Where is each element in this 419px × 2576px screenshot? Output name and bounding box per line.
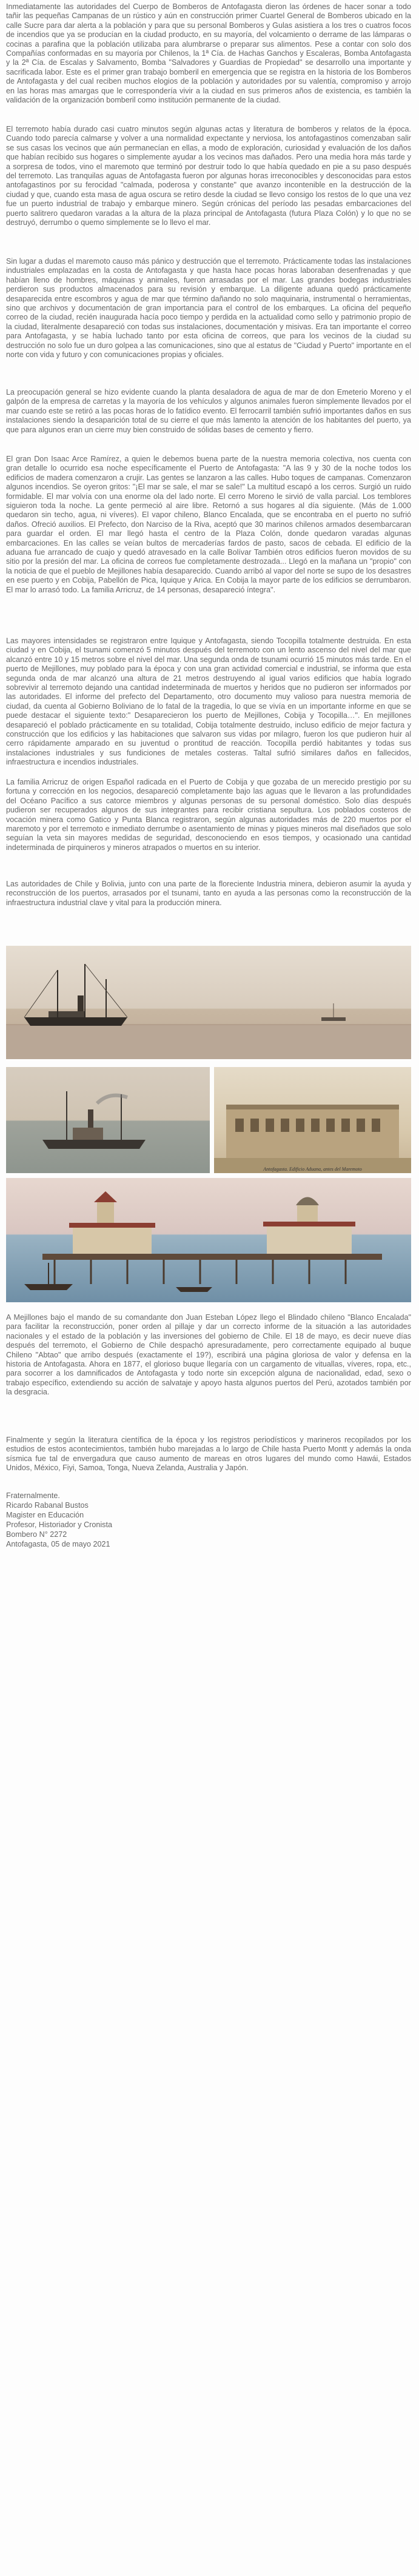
colorized-customs-pier-photo	[6, 1178, 411, 1302]
paragraph-worldwide-tides: Finalmente y según la literatura científica de la época y los registros periodísticos y marineros recopilados por los estudios de estos acontecimientos, también hubo marejadas a lo largo de Chile hasta Puerto Montt y además la onda sísmica fue tal de envergadura que causo aumento de mareas en otros lugares del mundo como Hawái, Estados Unidos, México, Fiyi, Samoa, Tonga, Nueva Zelanda, Australia y Japón.	[6, 1436, 411, 1473]
paragraph-intensities: Las mayores intensidades se registraron entre Iquique y Antofagasta, siendo Tocopilla totalmente destruida. En esta ciudad y en Cobija, el tsunami comenzó 5 minutos después del terremoto con un lento ascenso del nivel del mar que alcanzó entre 10 y 15 metros sobre el nivel del mar. Una segunda onda de tsunami ocurrió 15 minutos más tarde. En el puerto de Mejillones, muy poblado para la época y con una gran actividad comercial e industrial, se informa que esta segunda onda de mar alcanzó una altura de 21 metros destruyendo al igual varios edificios que había logrado sobrevivir al terremoto dejando una cantidad indeterminada de muertos y heridos que no pudieron ser informados por las autoridades. El informe del prefecto del Departamento, otro documento muy valioso para nuestra memoria de ciudad, da cuenta al Gobierno Boliviano de lo fatal de la tragedia, lo que se vivía en un importante informe en que se puede destacar el siguiente texto:" Desaparecieron los puerto de Mejillones, Cobija y Tocopilla…". En mejillones desapareció el poblado prácticamente en su totalidad, Cobija totalmente destruido, incluso edificio de mejor factura y construcción que los edificios y las habitaciones que salvaron sus vidas por milagro, fueron los que pudieron huir al cerro rápidamente amparado en su juventud o prontitud de reacción. Tocopilla perdió habitantes y todas sus instalaciones industriales y sus fundiciones de metales costeras. Taltal sufrió similares daños en fallecidos, infraestructura e incendios industriales.	[6, 637, 411, 767]
paragraph-water-plant: La preocupación general se hizo evidente cuando la planta desaladora de agua de mar de don Emeterio Moreno y el galpón de la empresa de carretas y la mayoría de los vehículos y algunos animales fueron simplemente llevados por el mar cuando este se retiró a las pocas horas de lo fatídico evento. El ferrocarril también sufrió importantes daños en sus instalaciones siendo la desaparición total de su cierre el que más lamento la atención de los habitantes del puerto, ya que para algunos eran un cierre muy bien construido de sólidas bases de cemento y fierro.	[6, 388, 411, 434]
paragraph-earthquake-tsunami: El terremoto había durado casi cuatro minutos según algunas actas y literatura de bomberos y relatos de la época. Cuando todo parecía calmarse y volver a una normalidad expectante y nerviosa, los antofagastinos comenzaban salir se sus casas los vecinos que aún permanecían en ellas, a modo de exploración, curiosidad y evaluación de los daños que habían recibido sus hogares o simplemente ayudar a los vecinos mas dañados. Pero una media hora más tarde y a sorpresa de todos, vino el maremoto que terminó por destruir todo lo que había quedado en pie a su paso después del terremoto. Las tranquilas aguas de Antofagasta fueron por algunas horas irreconocibles y desconocidas para estos antofagastinos por su ferocidad "calmada, poderosa y constante" que avanzo incontenible en la destrucción de la ciudad y que, cuando esta masa de agua oscura se retiro desde la ciudad se llevo consigo los restos de lo que una vez fue un puerto industrial de trabajo y embarque minero. Según crónicas del período las pesadas embarcaciones del puerto salitrero quedaron varadas a la altura de la plaza principal de Antofagasta (futura Plaza Colón) y lo que no se destruyó, derrumbo o quemo simplemente se lo llevo el mar.	[6, 125, 411, 227]
closing-text: Fraternalmente.	[6, 1491, 60, 1500]
customs-building-photo	[214, 1067, 411, 1173]
author-role: Profesor, Historiador y Cronista	[6, 1521, 112, 1529]
paragraph-arricruz-family: La familia Arricruz de origen Español radicada en el Puerto de Cobija y que gozaba de un merecido prestigio por su fortuna y corrección en los negocios, desapareció completamente bajo las aguas que le llevaron a las profundidades del Océano Pacífico a sus catorce miembros y algunas personas de su personal doméstico. Solo días después pudieron ser recuperados algunos de sus integrantes para recibir cristiana sepultura. Los poblados costeros de vocación minera como Gatico y Punta Blanca registraron, según algunas autoridades más de 220 muertos por el maremoto y por el terremoto e inmediato derrumbe o asentamiento de minas y piques mineros mal diseñados que solo seguían la veta sin mayores medidas de seguridad, desconociendo en esos tiempos, y ocasionado una cantidad indeterminada de pirquineros y mineros atrapados o muertos en su interior.	[6, 778, 411, 852]
paragraph-firefighters-alert: Inmediatamente las autoridades del Cuerpo de Bomberos de Antofagasta dieron las órdenes de hacer sonar a todo tañir las pequeñas Campanas de un rústico y aún en construcción primer Cuartel General de Bomberos ubicado en la calle Sucre para dar alerta a la población y para que su personal Bomberos y Gulas asistiera a los tres o cuatros focos de incendios que ya se producían en la ciudad producto, en su mayoría, del volcamiento o derrame de las lámparas o cocinas a parafina que la población utilizaba para alumbrarse o preparar sus alimentos. Pese a contar con solo dos Compañías conformadas en su mayoría por Chilenos, la 1ª Cía. de Hachas Ganchos y Escaleras, Bomba Antofagasta y la 2ª Cía. de Escalas y Salvamento, Bomba "Salvadores y Guardias de Propiedad" se desarrollo una importante y sacrificada labor. Este es el primer gran trabajo bomberil en emergencia que se registra en la historia de los Bomberos de Antofagasta y del cual reciben muchos elogios de la población y autoridades por su valentía, compromiso y arrojo en las horas mas amargas que le correspondería vivir a la ciudad en sus primeros años de existencia, es también la validación de la organización bomberil como institución permanente de la ciudad.	[6, 2, 411, 105]
paragraph-isaac-arce-account: El gran Don Isaac Arce Ramírez, a quien le debemos buena parte de la nuestra memoria colectiva, nos cuenta con gran detalle lo ocurrido esa noche específicamente el Puerto de Antofagasta: "A las 9 y 30 de la noche todos los edificios de madera comenzaron a crujir. Las gentes se lanzaron a las calles. Hubo toques de campanas. Comenzaron algunos incendios. Se oyeron gritos: "¡El mar se sale, el mar se sale!" La multitud escapó a los cerros. Surgió un ruido formidable. El mar volvía con una enorme ola del lado norte. El cerro Moreno le sirvió de valla parcial. Los temblores siguieron toda la noche. La gente permeció al aire libre. Retornó a sus hogares al día siguiente. (Más de 1.000 quedaron sin techo, agua, ni víveres). El vapor chileno, Blanco Encalada, que se encontraba en el puerto no sufrió daños. Ofreció auxilios. El Prefecto, don Narciso de la Riva, aceptó que 30 marinos chilenos armados desembarcaran para guardar el orden. El mar llegó hasta el centro de la Plaza Colón, donde quedaron varadas algunas embarcaciones. En las calles se veían bultos de mercaderías fardos de pasto, sacos de cebada. El edificio de la aduana fue arrancado de cuajo y quedó atravesado en la calle Bolívar También otros edificios fueron movidos de su sitio por la presión del mar. La oficina de correos fue completamente destrozada... Llegó en la mañana un "propio" con la noticia de que el pueblo de Mejillones había desaparecido. Cuando arribó al vapor del norte se supo de los desastres en ese puerto y en Cobija, Pabellón de Pica, Iquique y Arica. En Cobija la mayor parte de los edificios se derrumbaron. El mar lo arrasó todo. La familia Arricruz, de 14 personas, desapareció íntegra".	[6, 455, 411, 594]
author-bombero-number: Bombero N° 2272	[6, 1530, 67, 1539]
paragraph-authorities-aid: Las autoridades de Chile y Bolivia, junto con una parte de la floreciente Industria minera, debieron asumir la ayuda y reconstrucción de los puertos, arrasados por el tsunami, tanto en ayuda a las personas como la reconstrucción de la infraestructura industrial clave y vital para la producción minera.	[6, 880, 411, 907]
paragraph-blanco-encalada: A Mejillones bajo el mando de su comandante don Juan Esteban López llego el Blindado chileno "Blanco Encalada" para facilitar la reconstrucción, poner orden al pillaje y dar un correcto informe de la situación a las autoridades nacionales y el estado de la población y las inversiones del gobierno de Chile. El 18 de mayo, es decir nueve días después del terremoto, el Gobierno de Chile despachó apresuradamente, pero correctamente equipado al buque Chileno "Abtao" que arribo después (exactamente el 19?), escribirá una página gloriosa de valor y defensa en la historia de Antofagasta. Ahora en 1877, el glorioso buque llegaría con un cargamento de vituallas, víveres, ropa, etc., para socorrer a los damnificados de Antofagasta y todo norte sin excepción alguna de nacionalidad, edad, sexo o trabajo específico, extendiendo su acción de salvataje y apoyo hasta algunos puertos del Perú, azotados también por la desgracia.	[6, 1313, 411, 1397]
photo-caption: Antofagasta. Edificio Aduana, antes del Maremoto	[263, 1166, 362, 1172]
author-degree: Magister en Educación	[6, 1511, 84, 1519]
colorized-harbor-photo	[6, 1067, 210, 1173]
author-name: Ricardo Rabanal Bustos	[6, 1501, 89, 1510]
paragraph-tsunami-destruction: Sin lugar a dudas el maremoto causo más pánico y destrucción que el terremoto. Prácticamente todas las instalaciones industriales emplazadas en la costa de Antofagasta y que hasta hace pocas horas laboraban desenfrenadas y que habían lleno de hombres, máquinas y animales, fueron arrasadas por el mar. Las grandes bodegas industriales perdieron sus productos almacenados para su revisión y embarque. La diligente aduana quedó prácticamente desaparecida entre escombros y agua de mar que término dañando no solo maquinaria, instrumental o herramientas, sino que archivos y documentación de gran importancia para el control de los embarques. La oficina del pequeño correo de la ciudad, recién inaugurada hacía poco tiempo y perdida en la actualidad como sello y patrimonio propio de la ciudad, literalmente desapareció con todas sus instalaciones, documentación y misivas. Era tan importante el correo para Antofagasta, y se había luchado tanto por esta oficina de correos, que para los vecinos de la ciudad su destrucción no solo fue un duro golpea a las comunicaciones, sino que al estatus de "Ciudad y Puerto" importante en el norte con vida y futuro y con comunicaciones propias y oficiales.	[6, 257, 411, 360]
place-and-date: Antofagasta, 05 de mayo 2021	[6, 1540, 110, 1548]
historic-harbor-ship-photo	[6, 946, 411, 1059]
